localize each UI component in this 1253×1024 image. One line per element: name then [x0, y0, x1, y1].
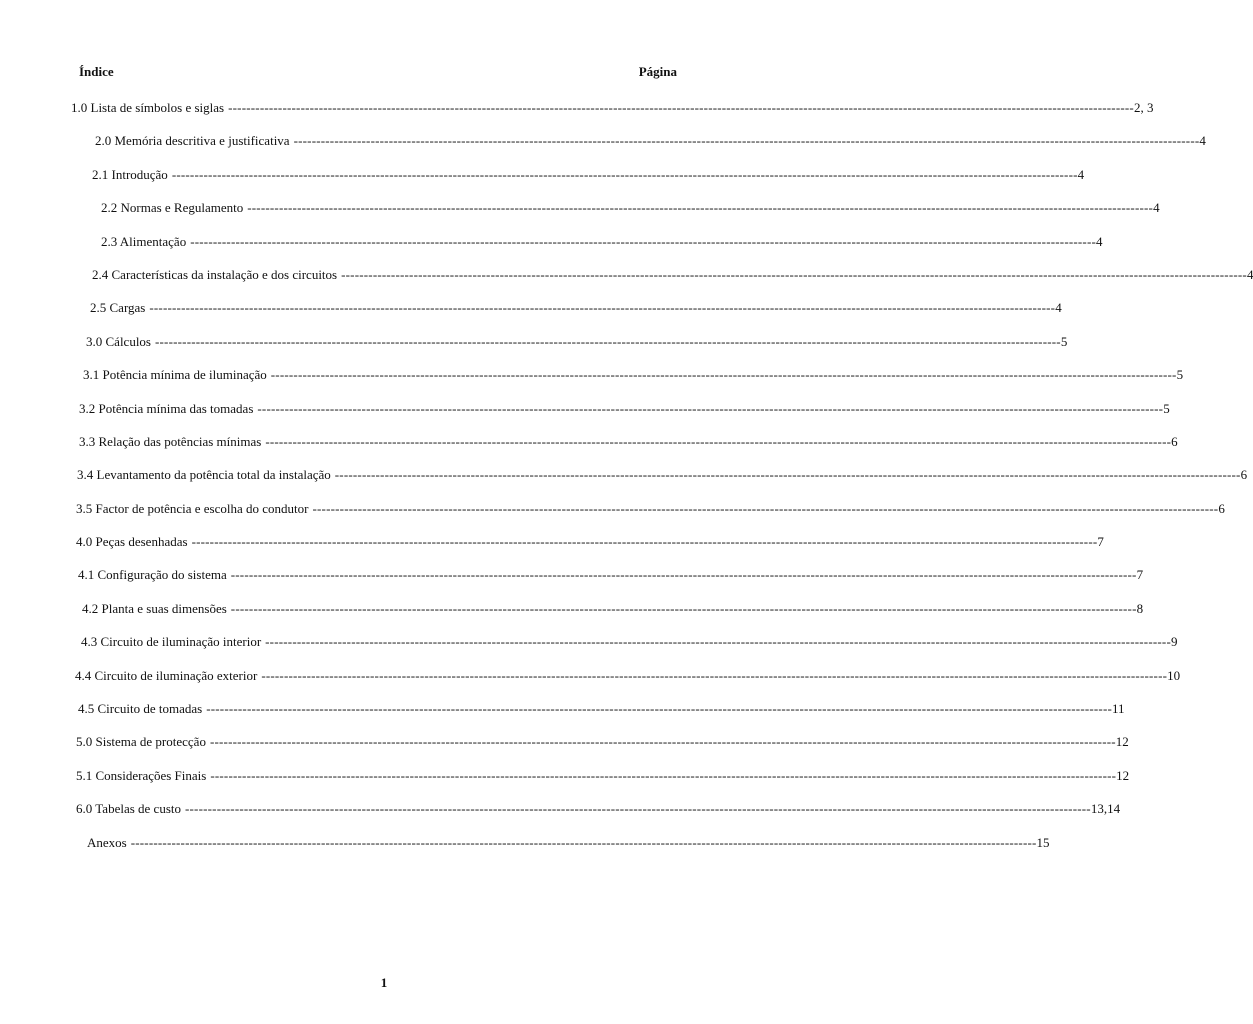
toc-entry — [0, 699, 1125, 732]
toc-entry-label: Anexos — [87, 834, 127, 850]
toc-entry-label: 3.5 Factor de potência e escolha do condutor — [76, 500, 309, 516]
toc-entry-label: 1.0 Lista de símbolos e siglas — [71, 100, 225, 115]
toc-entry — [0, 599, 1144, 632]
toc-entry-page: 13,14 — [1090, 801, 1121, 817]
toc-leader-dots: -------------------------------------------------------------------------------------------------------------------------------------------------------------------------------------------------------- — [228, 100, 1134, 115]
toc-leader-dots: -------------------------------------------------------------------------------------------------------------------------------------------------------------------------------------------------------- — [341, 266, 1247, 282]
table-of-contents — [0, 98, 1253, 866]
toc-entry-label: 4.2 Planta e suas dimensões — [82, 600, 227, 616]
toc-entry-label: 2.3 Alimentação — [101, 233, 187, 249]
toc-entry-label: 2.4 Características da instalação e dos circuitos — [92, 266, 338, 282]
toc-entry — [0, 432, 1178, 465]
toc-entry-page: 4 — [1055, 300, 1062, 316]
toc-entry-page: 6 — [1171, 433, 1178, 449]
toc-entry-label: 3.3 Relação das potências mínimas — [79, 433, 262, 449]
toc-entry-page: 10 — [1167, 667, 1181, 683]
toc-leader-dots: -------------------------------------------------------------------------------------------------------------------------------------------------------------------------------------------------------- — [230, 600, 1137, 616]
toc-entry-page: 4 — [1199, 133, 1206, 149]
toc-entry-label: 2.5 Cargas — [90, 300, 146, 316]
toc-entry-label: 2.2 Normas e Regulamento — [101, 200, 244, 216]
toc-leader-dots: -------------------------------------------------------------------------------------------------------------------------------------------------------------------------------------------------------- — [191, 534, 1098, 550]
toc-entry-page: 11 — [1112, 701, 1125, 717]
toc-entry-label: 4.4 Circuito de iluminação exterior — [75, 667, 258, 683]
toc-leader-dots: -------------------------------------------------------------------------------------------------------------------------------------------------------------------------------------------------------- — [130, 834, 1037, 850]
toc-entry-page: 4 — [1077, 166, 1085, 182]
toc-entry-label: 3.2 Potência mínima das tomadas — [79, 400, 254, 416]
toc-entry — [0, 499, 1225, 532]
toc-entry-label: 4.5 Circuito de tomadas — [78, 701, 203, 717]
toc-entry-page: 6 — [1240, 467, 1248, 483]
toc-entry-page: 5 — [1176, 367, 1184, 383]
toc-leader-dots: -------------------------------------------------------------------------------------------------------------------------------------------------------------------------------------------------------- — [230, 567, 1137, 583]
toc-leader-dots: -------------------------------------------------------------------------------------------------------------------------------------------------------------------------------------------------------- — [206, 701, 1113, 717]
toc-entry-page: 6 — [1218, 500, 1225, 516]
toc-leader-dots: -------------------------------------------------------------------------------------------------------------------------------------------------------------------------------------------------------- — [257, 400, 1164, 416]
toc-entry-label: 3.4 Levantamento da potência total da instalação — [77, 467, 331, 483]
toc-leader-dots: -------------------------------------------------------------------------------------------------------------------------------------------------------------------------------------------------------- — [185, 801, 1091, 817]
toc-entry-label: 2.1 Introdução — [92, 166, 168, 182]
toc-entry — [0, 165, 1085, 198]
toc-entry — [0, 365, 1184, 398]
toc-entry — [0, 198, 1160, 231]
toc-entry-label: 3.1 Potência mínima de iluminação — [83, 367, 267, 383]
toc-entry — [0, 265, 1253, 298]
toc-leader-dots: -------------------------------------------------------------------------------------------------------------------------------------------------------------------------------------------------------- — [149, 300, 1056, 316]
toc-entry-page: 4 — [1246, 266, 1253, 282]
toc-entry-label: 3.0 Cálculos — [86, 333, 151, 349]
toc-entry-label: 2.0 Memória descritiva e justificativa — [95, 133, 290, 149]
toc-leader-dots: -------------------------------------------------------------------------------------------------------------------------------------------------------------------------------------------------------- — [210, 767, 1117, 783]
toc-entry — [0, 766, 1130, 799]
toc-entry-page: 2, 3 — [1133, 100, 1154, 115]
toc-entry-page: 5 — [1163, 400, 1170, 416]
toc-entry-page: 12 — [1116, 767, 1130, 783]
toc-entry-page: 9 — [1170, 634, 1178, 650]
toc-entry-page: 7 — [1097, 534, 1104, 550]
toc-entry — [0, 666, 1181, 699]
toc-entry-page: 12 — [1115, 734, 1129, 750]
toc-entry — [0, 732, 1129, 765]
toc-entry-label: 4.0 Peças desenhadas — [76, 534, 188, 550]
toc-leader-dots: -------------------------------------------------------------------------------------------------------------------------------------------------------------------------------------------------------- — [270, 367, 1177, 383]
toc-entry-page: 5 — [1060, 333, 1068, 349]
toc-entry — [0, 332, 1068, 365]
toc-leader-dots: -------------------------------------------------------------------------------------------------------------------------------------------------------------------------------------------------------- — [265, 634, 1171, 650]
toc-entry-page: 7 — [1136, 567, 1144, 583]
toc-entry-page: 4 — [1096, 233, 1103, 249]
toc-entry — [0, 399, 1170, 432]
toc-entry — [0, 532, 1104, 565]
toc-entry — [0, 565, 1144, 598]
toc-leader-dots: -------------------------------------------------------------------------------------------------------------------------------------------------------------------------------------------------------- — [265, 433, 1172, 449]
toc-entry — [0, 232, 1103, 265]
toc-leader-dots: -------------------------------------------------------------------------------------------------------------------------------------------------------------------------------------------------------- — [209, 734, 1116, 750]
toc-leader-dots: -------------------------------------------------------------------------------------------------------------------------------------------------------------------------------------------------------- — [261, 667, 1168, 683]
toc-entry-page: 4 — [1153, 200, 1160, 216]
toc-leader-dots: -------------------------------------------------------------------------------------------------------------------------------------------------------------------------------------------------------- — [190, 233, 1097, 249]
toc-entry-page: 8 — [1136, 600, 1144, 616]
toc-leader-dots: -------------------------------------------------------------------------------------------------------------------------------------------------------------------------------------------------------- — [247, 200, 1154, 216]
toc-entry-label: 5.0 Sistema de protecção — [76, 734, 206, 750]
toc-entry — [0, 632, 1178, 665]
toc-leader-dots: -------------------------------------------------------------------------------------------------------------------------------------------------------------------------------------------------------- — [155, 333, 1061, 349]
toc-entry — [0, 799, 1121, 832]
toc-leader-dots: -------------------------------------------------------------------------------------------------------------------------------------------------------------------------------------------------------- — [312, 500, 1219, 516]
toc-entry — [0, 298, 1062, 331]
toc-entry-label: 6.0 Tabelas de custo — [76, 801, 181, 817]
toc-leader-dots: -------------------------------------------------------------------------------------------------------------------------------------------------------------------------------------------------------- — [171, 166, 1078, 182]
toc-entry-page: 15 — [1036, 834, 1050, 850]
index-heading: Índice — [79, 64, 114, 79]
toc-entry — [0, 465, 1248, 498]
toc-entry-label: 5.1 Considerações Finais — [76, 767, 207, 783]
toc-entry-label: 4.3 Circuito de iluminação interior — [81, 634, 262, 650]
page-number: 1 — [380, 975, 388, 990]
toc-entry — [0, 131, 1206, 164]
toc-leader-dots: -------------------------------------------------------------------------------------------------------------------------------------------------------------------------------------------------------- — [293, 133, 1200, 149]
page-column-heading: Página — [638, 64, 677, 79]
toc-entry-label: 4.1 Configuração do sistema — [78, 567, 227, 583]
toc-leader-dots: -------------------------------------------------------------------------------------------------------------------------------------------------------------------------------------------------------- — [334, 467, 1241, 483]
toc-entry — [0, 833, 1050, 866]
toc-entry — [0, 98, 1154, 131]
